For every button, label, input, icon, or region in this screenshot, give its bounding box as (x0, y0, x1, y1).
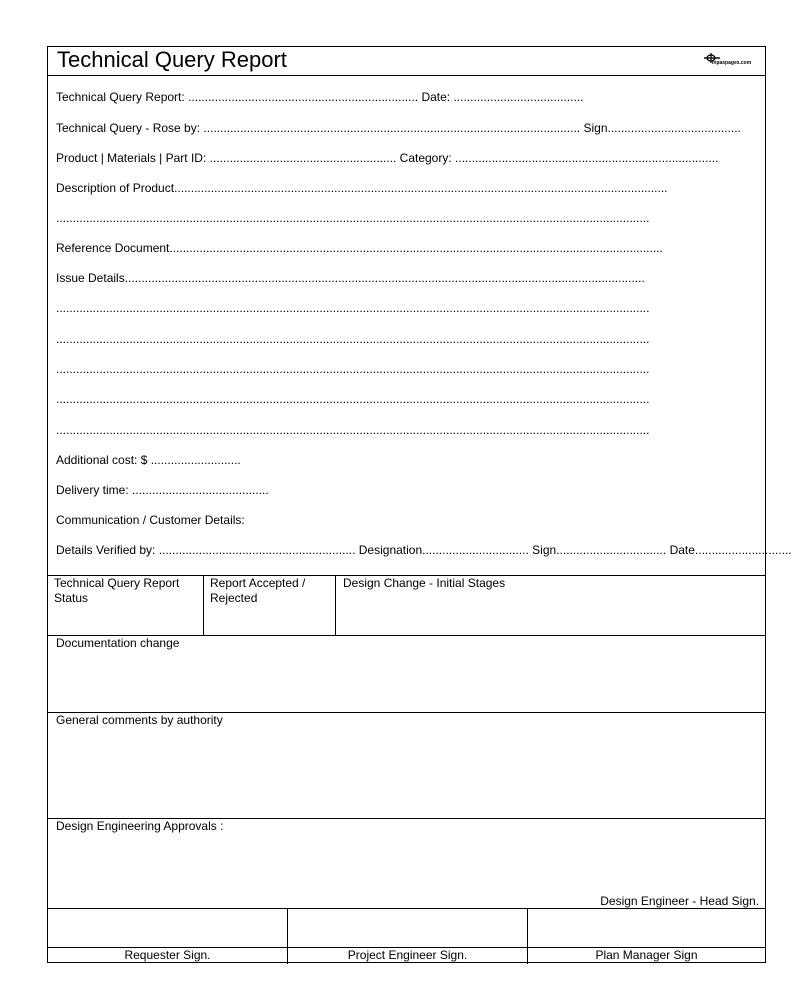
status-row (48, 575, 765, 636)
approvals-label: Design Engineering Approvals : (56, 819, 224, 833)
project-engineer-sign-cell[interactable] (288, 909, 528, 964)
product-id-dots: ........................................................ (206, 151, 400, 165)
additional-cost-dots: ........................... (147, 453, 241, 467)
designation-label: Designation (358, 543, 423, 557)
issue-label: Issue Details (56, 271, 125, 285)
dotted-line: .................................................................................................................................................................................. (56, 362, 650, 376)
general-comments-section[interactable] (48, 713, 765, 819)
signature-row (48, 909, 765, 964)
brand-logo (704, 53, 760, 67)
date2-dots: ............................. (694, 543, 792, 557)
sign2-dots: ................................. (556, 543, 670, 557)
verified-by-label: Details Verified by: (56, 543, 156, 557)
dotted-line: .................................................................................................................................................................................. (56, 211, 650, 225)
dotted-line: .................................................................................................................................................................................. (56, 332, 650, 346)
additional-cost-field[interactable] (56, 453, 241, 467)
title-row (48, 47, 765, 76)
documentation-change-label: Documentation change (56, 636, 180, 650)
verified-by-dots: ........................................................... (155, 543, 359, 557)
dotted-line: .................................................................................................................................................................................. (56, 423, 650, 437)
dotted-line: .................................................................................................................................................................................. (56, 301, 650, 315)
issue-dots: ............................................................................................................................................................ (124, 271, 645, 285)
requester-sign-label: Requester Sign. (124, 948, 211, 962)
rose-by-field[interactable] (56, 121, 741, 135)
reference-field[interactable] (56, 241, 663, 255)
sign-dots: ........................................ (607, 121, 741, 135)
sign-label: Sign (583, 121, 608, 135)
tq-report-field[interactable] (56, 90, 584, 104)
tq-report-label: Technical Query Report: (56, 90, 185, 104)
reference-dots: .................................................................................................................................................... (169, 241, 663, 255)
description-dots: .................................................................................................................................................... (174, 181, 668, 195)
form-title: Technical Query Report (57, 47, 287, 72)
technical-query-form (47, 46, 792, 963)
sign2-label: Sign (532, 543, 557, 557)
general-comments-label: General comments by authority (56, 713, 223, 727)
requester-sign-cell[interactable] (48, 909, 288, 964)
issue-field[interactable] (56, 271, 645, 285)
description-line-2[interactable] (56, 211, 649, 225)
verified-by-field[interactable] (56, 543, 792, 557)
issue-line-2[interactable] (56, 301, 649, 315)
tq-status-cell[interactable] (48, 576, 204, 635)
date-label: Date: (421, 90, 451, 104)
issue-line-5[interactable] (56, 392, 649, 406)
plan-manager-sign-label: Plan Manager Sign (595, 948, 698, 962)
date-dots: ....................................... (450, 90, 584, 104)
rose-by-label: Technical Query - Rose by: (56, 121, 201, 135)
documentation-change-section[interactable] (48, 636, 765, 713)
design-change-label: Design Change - Initial Stages (343, 576, 506, 590)
delivery-time-dots: ......................................... (128, 483, 273, 497)
product-id-field[interactable] (56, 151, 718, 165)
project-engineer-sign-label: Project Engineer Sign. (347, 948, 468, 962)
product-id-label: Product | Materials | Part ID: (56, 151, 207, 165)
designation-dots: ................................ (422, 543, 533, 557)
plan-manager-sign-cell[interactable] (528, 909, 765, 964)
additional-cost-label: Additional cost: $ (56, 453, 148, 467)
reference-label: Reference Document (56, 241, 170, 255)
description-field[interactable] (56, 181, 668, 195)
tq-report-dots: ..................................................................... (184, 90, 422, 104)
delivery-time-label: Delivery time: (56, 483, 129, 497)
issue-line-3[interactable] (56, 332, 649, 346)
logo-text: inpaspages.com (712, 60, 752, 66)
dotted-line: .................................................................................................................................................................................. (56, 392, 650, 406)
head-sign-label: Design Engineer - Head Sign. (600, 894, 759, 908)
accepted-cell[interactable] (204, 576, 336, 635)
date2-label: Date (669, 543, 695, 557)
accepted-label: Report Accepted / Rejected (210, 576, 306, 605)
communication-field[interactable] (56, 513, 245, 527)
rose-by-dots: ................................................................................................................. (200, 121, 584, 135)
tq-status-label: Technical Query Report Status (54, 576, 180, 605)
issue-line-4[interactable] (56, 362, 649, 376)
category-dots: ............................................................................... (451, 151, 719, 165)
design-change-cell[interactable] (336, 576, 765, 635)
category-label: Category: (399, 151, 452, 165)
communication-label: Communication / Customer Details: (56, 513, 245, 527)
approvals-section[interactable] (48, 819, 765, 909)
delivery-time-field[interactable] (56, 483, 272, 497)
description-label: Description of Product (56, 181, 175, 195)
issue-line-6[interactable] (56, 423, 649, 437)
